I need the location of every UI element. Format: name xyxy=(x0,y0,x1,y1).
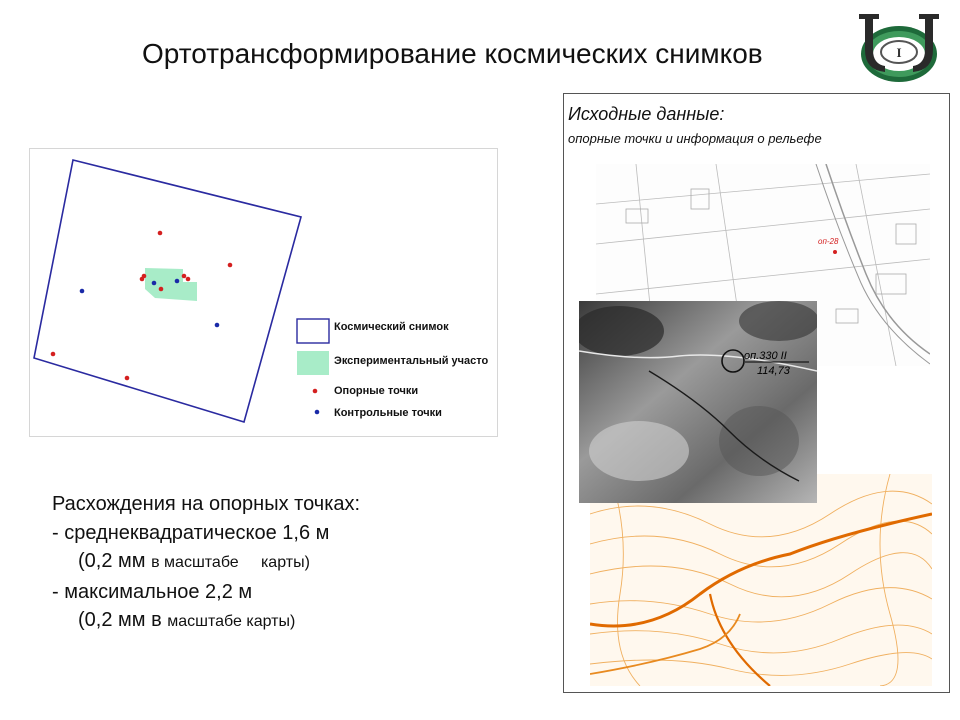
legend-gcp-dot xyxy=(313,389,318,394)
source-subtitle: опорные точки и информация о рельефе xyxy=(568,131,822,146)
discrepancy-block xyxy=(52,490,360,637)
map-point-label: оп-28 xyxy=(818,237,839,246)
legend-check-dot xyxy=(315,410,320,415)
rms-line: - среднеквадратическое 1,6 м xyxy=(52,521,330,544)
university-logo-icon xyxy=(855,8,943,86)
slide-title: Ортотрансформирование космических снимков xyxy=(142,38,763,69)
satellite-scene-diagram xyxy=(29,148,498,437)
photo-label-top: оп.330 II xyxy=(744,350,787,362)
legend-check-label: Контрольные точки xyxy=(334,407,442,419)
rms-detail: (0,2 мм в масштабе карты) xyxy=(78,550,310,572)
photo-label-bottom: 114,73 xyxy=(757,365,790,377)
svg-text:I: I xyxy=(896,45,902,60)
source-title: Исходные данные: xyxy=(568,104,725,124)
discrepancy-heading: Расхождения на опорных точках: xyxy=(52,493,361,515)
legend-area-label: Экспериментальный участо xyxy=(334,355,489,367)
legend-image-label: Космический снимок xyxy=(334,321,449,333)
contour-map-image xyxy=(590,474,932,686)
gcp-points xyxy=(51,231,233,381)
aerial-photo-image xyxy=(579,301,817,503)
max-detail: (0,2 мм в масштабе карты) xyxy=(78,609,296,631)
source-data-panel xyxy=(563,93,950,693)
legend-area-swatch xyxy=(297,351,329,375)
legend-frame-swatch xyxy=(297,319,329,343)
max-line: - максимальное 2,2 м xyxy=(52,580,253,603)
legend-gcp-label: Опорные точки xyxy=(334,385,419,397)
